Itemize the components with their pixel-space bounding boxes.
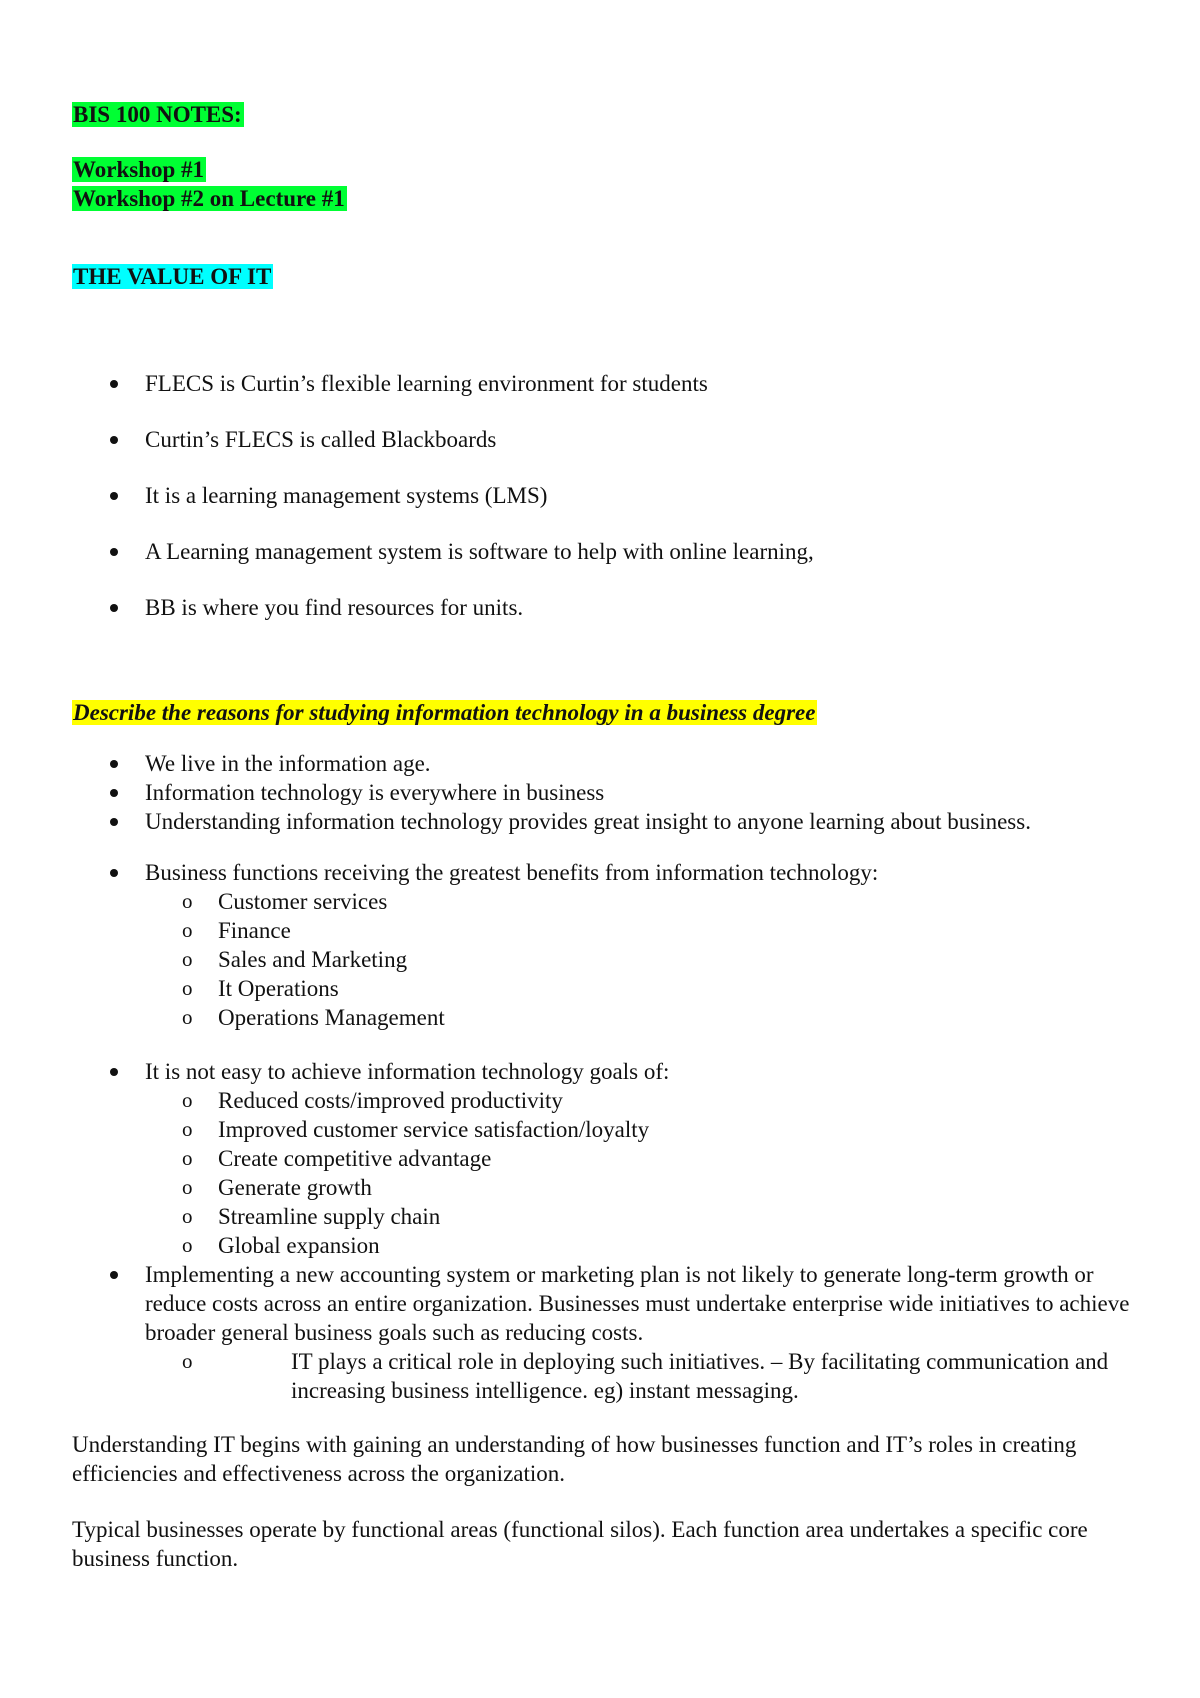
workshop-line-2 <box>72 184 1142 213</box>
sub-list-item <box>72 916 1142 945</box>
list-item: We live in the information age. <box>72 749 1142 778</box>
goals-list <box>72 1057 1142 1405</box>
sub-list-item <box>72 1086 1142 1115</box>
list-item: FLECS is Curtin’s flexible learning environment for students <box>72 369 1142 398</box>
sub-list-item <box>72 1144 1142 1173</box>
sub-list-item <box>72 887 1142 916</box>
functions-intro: Business functions receiving the greatest benefits from information technology: <box>145 860 879 885</box>
doc-title: BIS 100 NOTES: <box>73 102 242 127</box>
list-item <box>72 858 1142 1032</box>
paragraph-understanding-it: Understanding IT begins with gaining an understanding of how businesses function and IT’s roles in creating efficiencies and effectiveness across the organization. <box>72 1432 1077 1486</box>
list-item: Curtin’s FLECS is called Blackboards <box>72 425 1142 454</box>
list-item <box>72 1260 1142 1405</box>
functions-list <box>72 858 1142 1032</box>
title-line <box>72 100 1142 129</box>
list-item: Understanding information technology provides great insight to anyone learning about business. <box>72 807 1142 836</box>
implementing-sublist <box>72 1347 1142 1405</box>
sub-list-item <box>72 1347 1142 1405</box>
sub-list-item <box>72 1173 1142 1202</box>
question-heading: Describe the reasons for studying information technology in a business degree <box>73 700 816 725</box>
sub-item-text: Streamline supply chain <box>218 1204 441 1229</box>
section-heading-line <box>72 262 1142 291</box>
list-item: A Learning management system is software to help with online learning, <box>72 537 1142 566</box>
reasons-list <box>72 749 1142 836</box>
sub-list-item <box>72 1202 1142 1231</box>
section-heading-value-of-it: THE VALUE OF IT <box>73 264 272 289</box>
sub-list-item <box>72 974 1142 1003</box>
sub-list-item <box>72 1231 1142 1260</box>
list-item: It is a learning management systems (LMS) <box>72 481 1142 510</box>
value-of-it-list <box>72 369 1142 622</box>
implementing-text: Implementing a new accounting system or marketing plan is not likely to generate long-term growth or reduce costs across an entire organization. Businesses must undertake enterprise wide initiatives to achieve broader general business goals such as reducing costs. <box>145 1262 1130 1345</box>
goals-sublist <box>72 1086 1142 1260</box>
sub-item-text: o IT plays a critical role in deploying such initiatives. – By facilitating communication and increasing business intelligence. eg) instant messaging. <box>291 1349 1109 1403</box>
list-item <box>72 1057 1142 1260</box>
sub-list-item <box>72 1115 1142 1144</box>
question-heading-line <box>72 698 1142 727</box>
workshop-1-label: Workshop #1 <box>73 157 205 182</box>
sub-item-text: It Operations <box>218 976 339 1001</box>
sub-item-text: Operations Management <box>218 1005 445 1030</box>
sub-item-text: Improved customer service satisfaction/loyalty <box>218 1117 650 1142</box>
workshop-line-1 <box>72 155 1142 184</box>
list-item: BB is where you find resources for units. <box>72 593 1142 622</box>
document-page <box>72 100 1142 1573</box>
workshop-2-label: Workshop #2 on Lecture #1 <box>73 186 345 211</box>
list-item: Information technology is everywhere in business <box>72 778 1142 807</box>
paragraph-typical-businesses: Typical businesses operate by functional areas (functional silos). Each function area undertakes a specific core business function. <box>72 1517 1088 1571</box>
sub-item-text: Generate growth <box>218 1175 372 1200</box>
goals-intro: It is not easy to achieve information technology goals of: <box>145 1059 670 1084</box>
sub-item-text: Reduced costs/improved productivity <box>218 1088 563 1113</box>
sub-item-text: Customer services <box>218 889 388 914</box>
functions-sublist <box>72 887 1142 1032</box>
sub-item-text: Create competitive advantage <box>218 1146 492 1171</box>
sub-item-text: Global expansion <box>218 1233 380 1258</box>
sub-list-item <box>72 1003 1142 1032</box>
sub-item-text: Finance <box>218 918 291 943</box>
sub-item-text: Sales and Marketing <box>218 947 408 972</box>
sub-list-item <box>72 945 1142 974</box>
